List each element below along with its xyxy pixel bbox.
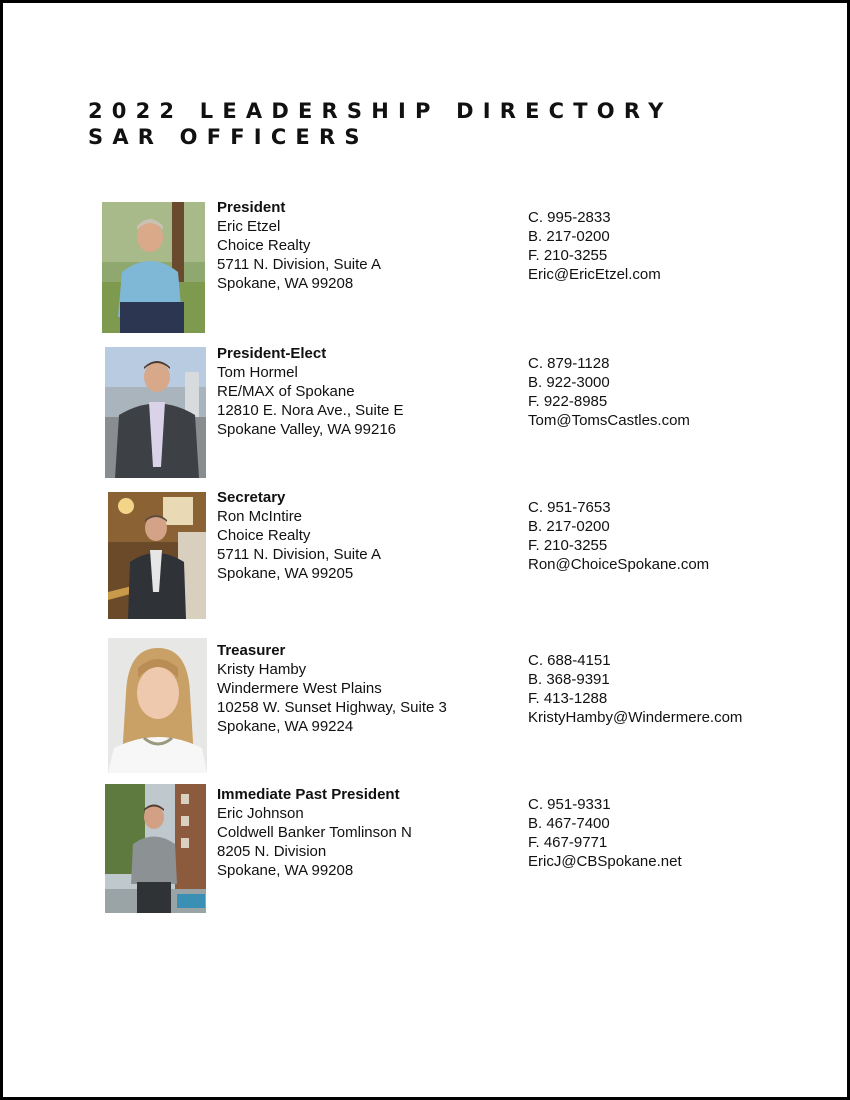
fax-number: F. 922-8985: [528, 393, 608, 410]
officer-role: Secretary: [217, 489, 286, 506]
officer-info: [217, 488, 381, 583]
officer-info: [217, 198, 381, 293]
business-phone: B. 922-3000: [528, 374, 610, 391]
officer-city: Spokane, WA 99224: [217, 718, 354, 735]
officer-address: 8205 N. Division: [217, 843, 327, 860]
officer-entry-treasurer: [3, 641, 850, 776]
officer-address: 5711 N. Division, Suite A: [217, 546, 381, 563]
officer-entry-president-elect: [3, 344, 850, 479]
page-title: [88, 98, 672, 150]
officer-role: President-Elect: [217, 345, 327, 362]
business-phone: B. 217-0200: [528, 518, 610, 535]
officer-city: Spokane Valley, WA 99216: [217, 421, 397, 438]
officer-photo: [105, 784, 206, 913]
officer-name: Ron McIntire: [217, 508, 303, 525]
officer-contact: [528, 354, 690, 430]
officer-name: Kristy Hamby: [217, 661, 307, 678]
officer-address: 10258 W. Sunset Highway, Suite 3: [217, 699, 447, 716]
fax-number: F. 210-3255: [528, 537, 608, 554]
officer-photo: [105, 347, 206, 478]
officer-role: Immediate Past President: [217, 786, 400, 803]
business-phone: B. 217-0200: [528, 228, 610, 245]
cell-phone: C. 688-4151: [528, 652, 611, 669]
officer-contact: [528, 795, 682, 871]
officer-info: [217, 785, 412, 880]
officer-company: Choice Realty: [217, 527, 311, 544]
officer-address: 5711 N. Division, Suite A: [217, 256, 381, 273]
officer-role: President: [217, 199, 286, 216]
officer-name: Eric Johnson: [217, 805, 304, 822]
email-address[interactable]: EricJ@CBSpokane.net: [528, 853, 682, 870]
officer-photo: [108, 492, 206, 619]
title-line-1: 2022 LEADERSHIP DIRECTORY: [88, 99, 673, 123]
officer-company: Choice Realty: [217, 237, 311, 254]
email-address[interactable]: KristyHamby@Windermere.com: [528, 709, 743, 726]
officer-contact: [528, 498, 709, 574]
title-line-2: SAR OFFICERS: [88, 125, 369, 149]
email-address[interactable]: Ron@ChoiceSpokane.com: [528, 556, 710, 573]
officer-city: Spokane, WA 99208: [217, 275, 354, 292]
cell-phone: C. 951-7653: [528, 499, 611, 516]
officer-role: Treasurer: [217, 642, 286, 659]
email-address[interactable]: Eric@EricEtzel.com: [528, 266, 661, 283]
officer-contact: [528, 651, 742, 727]
email-address[interactable]: Tom@TomsCastles.com: [528, 412, 690, 429]
business-phone: B. 368-9391: [528, 671, 610, 688]
officer-info: [217, 641, 447, 736]
business-phone: B. 467-7400: [528, 815, 610, 832]
officer-city: Spokane, WA 99205: [217, 565, 354, 582]
officer-name: Eric Etzel: [217, 218, 281, 235]
officer-contact: [528, 208, 661, 284]
officer-company: Windermere West Plains: [217, 680, 382, 697]
officer-entry-secretary: [3, 488, 850, 623]
officer-info: [217, 344, 404, 439]
officer-company: Coldwell Banker Tomlinson N: [217, 824, 412, 841]
fax-number: F. 467-9771: [528, 834, 608, 851]
officer-address: 12810 E. Nora Ave., Suite E: [217, 402, 404, 419]
officer-photo: [102, 202, 205, 333]
officer-entry-president: [3, 198, 850, 333]
fax-number: F. 210-3255: [528, 247, 608, 264]
cell-phone: C. 995-2833: [528, 209, 611, 226]
cell-phone: C. 879-1128: [528, 355, 610, 372]
officer-photo: [108, 638, 207, 773]
fax-number: F. 413-1288: [528, 690, 608, 707]
officer-name: Tom Hormel: [217, 364, 298, 381]
officer-entry-immediate-past-president: [3, 785, 850, 920]
officer-company: RE/MAX of Spokane: [217, 383, 355, 400]
officer-city: Spokane, WA 99208: [217, 862, 354, 879]
cell-phone: C. 951-9331: [528, 796, 611, 813]
